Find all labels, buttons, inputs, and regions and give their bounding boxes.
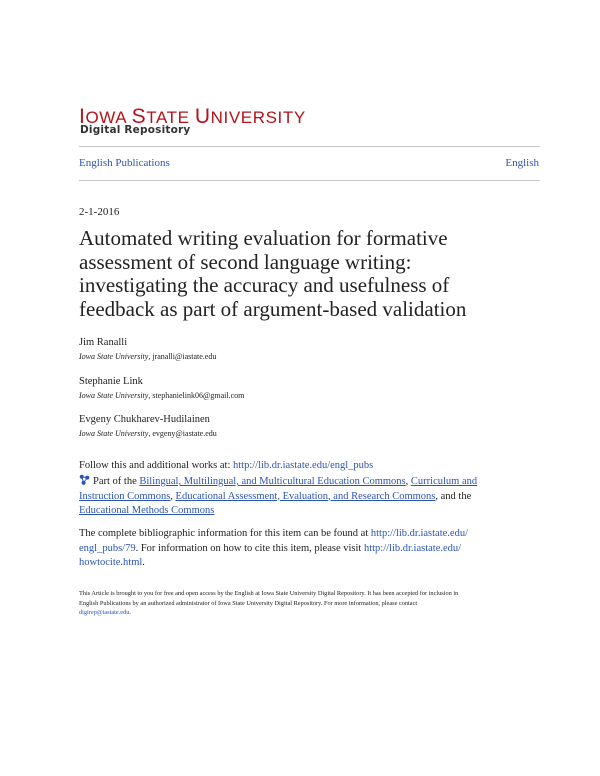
part-of-prefix: Part of the (93, 476, 140, 487)
citation-text: The complete bibliographic information for this item can be found at (79, 528, 371, 539)
commons-link-methods[interactable]: Educational Methods Commons (79, 505, 215, 516)
logo-letters: TATE (146, 108, 195, 127)
contact-email-link[interactable]: digirep@iastate.edu (79, 609, 130, 616)
follow-text: Follow this and additional works at: (79, 460, 233, 471)
access-notice (79, 589, 539, 618)
separator: , (170, 490, 176, 502)
separator: , and the (435, 490, 472, 502)
author-email: stephanielink06@gmail.com (152, 391, 245, 400)
author-email: jranalli@iastate.edu (152, 352, 217, 361)
author-affiliation: Iowa State University, stephanielink06@gmail.com (79, 391, 245, 400)
department-link[interactable]: English (505, 157, 539, 169)
author-affiliation: Iowa State University, jranalli@iastate.edu (79, 352, 217, 361)
author-affiliation: Iowa State University, evgeny@iastate.edu (79, 429, 217, 438)
author-name: Stephanie Link (79, 376, 143, 387)
title-line: investigating the accuracy and usefulness of (79, 273, 450, 297)
divider (79, 146, 540, 147)
part-of-commons (79, 474, 539, 519)
author-name: Evgeny Chukharev-Hudilainen (79, 414, 210, 425)
title-line: Automated writing evaluation for formative (79, 226, 448, 250)
punctuation: . (142, 557, 145, 568)
author-email: evgeny@iastate.edu (152, 429, 217, 438)
commons-link-bilingual[interactable]: Bilingual, Multilingual, and Multicultural Education Commons (139, 476, 406, 487)
separator: , (405, 476, 411, 487)
logo-subtitle: Digital Repository (80, 124, 191, 136)
title-line: assessment of second language writing: (79, 249, 412, 274)
notice-line: This Article is brought to you for free and open access by the English at Iowa State University Digital Repository. It has been accepted for inclusion in (79, 590, 459, 597)
publication-date: 2-1-2016 (79, 206, 120, 218)
author-institution: Iowa State University (79, 352, 149, 361)
author-institution: Iowa State University (79, 391, 149, 400)
series-link[interactable]: English Publications (79, 157, 170, 169)
notice-line: English Publications by an authorized administrator of Iowa State University Digital Repository. For more information, please contact (79, 599, 418, 607)
follow-line (79, 459, 539, 474)
network-share-icon (79, 474, 90, 485)
article-title (79, 227, 539, 321)
item-url-link-cont[interactable]: engl_pubs/79 (79, 542, 136, 554)
collection-url-link[interactable]: http://lib.dr.iastate.edu/engl_pubs (233, 460, 374, 471)
author-name: Jim Ranalli (79, 337, 128, 348)
citation-text: . For information on how to cite this item, please visit (135, 542, 364, 554)
howtocite-link[interactable]: http://lib.dr.iastate.edu/ (363, 542, 462, 554)
item-url-link[interactable]: http://lib.dr.iastate.edu/ (370, 528, 468, 539)
punctuation: . (129, 609, 131, 616)
logo-letters: OWA (85, 108, 132, 127)
citation-info (79, 527, 539, 571)
divider (79, 180, 540, 181)
commons-link-assessment[interactable]: Educational Assessment, Evaluation, and Research Commons (175, 490, 436, 502)
logo-letter: U (194, 105, 211, 128)
author-institution: Iowa State University (79, 429, 149, 438)
commons-link-curriculum-cont[interactable]: Instruction Commons (79, 490, 171, 502)
logo-letter: S (131, 105, 147, 128)
commons-link-curriculum[interactable]: Curriculum and (410, 476, 478, 487)
howtocite-link-cont[interactable]: howtocite.html (79, 557, 143, 568)
logo-letter: I (79, 105, 86, 128)
logo-letters: NIVERSITY (210, 108, 306, 127)
title-line: feedback as part of argument-based validation (79, 296, 467, 321)
